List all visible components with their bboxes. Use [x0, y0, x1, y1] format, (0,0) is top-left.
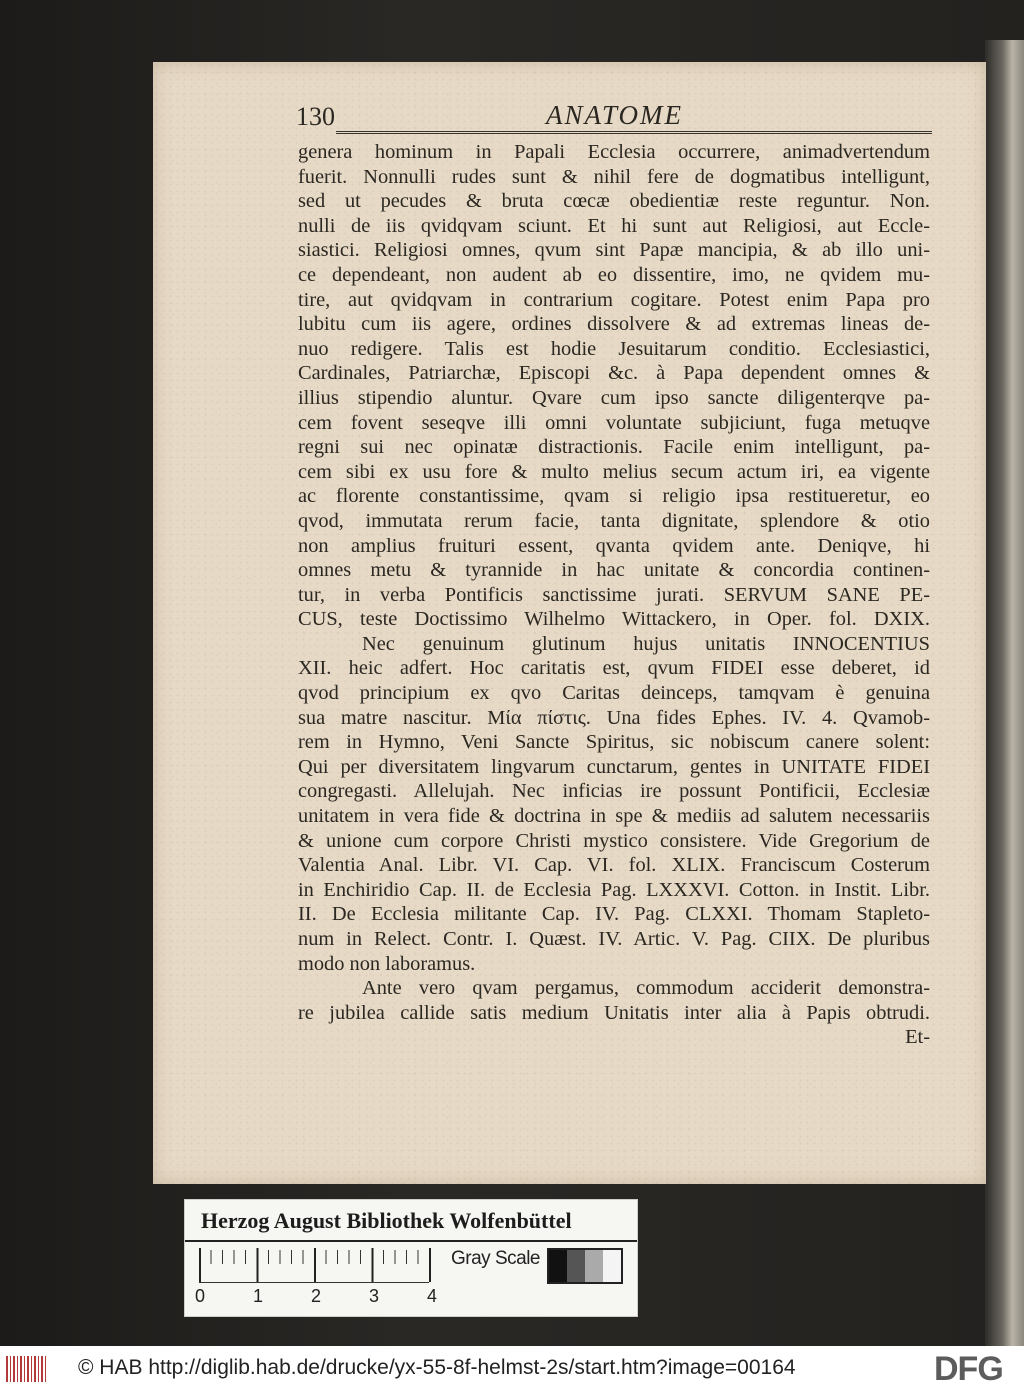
ruler-number: 4: [427, 1286, 438, 1306]
grayscale-swatch: [567, 1250, 585, 1282]
grayscale-bar: [547, 1248, 623, 1284]
text-line: ce dependeant, non audent ab eo dissentire, imo, ne qvidem mu-: [298, 263, 930, 286]
text-line: cem fovent seseqve illi omni voluntate subjiciunt, fuga metuqve: [298, 411, 930, 434]
text-line: unitatem in vera fide & doctrina in spe & mediis ad salutem necessariis: [298, 805, 930, 828]
text-line: II. De Ecclesia militante Cap. IV. Pag. CLXXI. Thomam Stapleto-: [298, 903, 930, 926]
text-line: Et-: [905, 1026, 930, 1049]
text-line: in Enchiridio Cap. II. de Ecclesia Pag. LXXXVI. Cotton. in Instit. Libr.: [298, 878, 930, 901]
text-line: CUS, teste Doctissimo Wilhelmo Wittackero, in Oper. fol. DXIX.: [298, 608, 930, 631]
text-line: non amplius fruituri essent, qvanta qvidem ante. Deniqve, hi: [298, 534, 930, 557]
text-line: modo non laboramus.: [298, 952, 476, 975]
ruler-number: 3: [369, 1286, 380, 1306]
dfg-logo: DFG: [934, 1350, 1003, 1388]
text-line: Ante vero qvam pergamus, commodum acciderit demonstra-: [362, 977, 930, 1000]
text-line: rem in Hymno, Veni Sancte Spiritus, sic nobiscum canere solent:: [298, 731, 930, 754]
text-line: nuo redigere. Talis est hodie Jesuitarum conditio. Ecclesiastici,: [298, 337, 930, 360]
header-rule: [336, 131, 932, 134]
text-line: XII. heic adfert. Hoc caritatis est, qvum FIDEI esse deberet, id: [298, 657, 930, 680]
text-line: regni sui nec opinatæ distractionis. Facile enim intelligunt, pa-: [298, 436, 930, 459]
text-line: siastici. Religiosi omnes, qvum sint Papæ mancipia, & ab illo uni-: [298, 239, 930, 262]
page-number: 130: [296, 102, 335, 131]
color-calibration-card: [184, 1199, 638, 1317]
text-line: fuerit. Nonnulli rudes sunt & nihil fere de dogmatibus intelligunt,: [298, 165, 930, 188]
text-line: qvod, immutata rerum facie, tanta dignitate, splendore & otio: [298, 509, 930, 532]
ruler-number: 2: [311, 1286, 322, 1306]
copyright-url[interactable]: © HAB http://diglib.hab.de/drucke/yx-55-8f-helmst-2s/start.htm?image=00164: [78, 1356, 796, 1379]
running-title: ANATOME: [546, 100, 684, 130]
text-line: nulli de iis qvidqvam sciunt. Et hi sunt aut Religiosi, aut Eccle-: [298, 214, 930, 237]
text-line: re jubilea callide satis medium Unitatis inter alia à Papis obtrudi.: [298, 1001, 930, 1024]
card-divider: [185, 1240, 637, 1242]
text-line: tur, in verba Pontificis sanctissime jurati. SERVUM SANE PE-: [298, 583, 930, 606]
text-line: ac florente constantissime, qvam si religio ipsa restitueretur, eo: [298, 485, 930, 508]
grayscale-label: Gray Scale: [451, 1248, 540, 1269]
text-line: cem sibi ex usu fore & multo melius secum actum iri, ea vigente: [298, 460, 930, 483]
ruler-number: 0: [195, 1286, 206, 1306]
text-line: Cardinales, Patriarchæ, Episcopi &c. à Papa dependent omnes &: [298, 362, 930, 385]
barcode-icon: [6, 1356, 46, 1382]
text-line: genera hominum in Papali Ecclesia occurrere, animadvertendum: [298, 141, 930, 163]
text-line: sua matre nascitur. Μία πίστις. Una fides Ephes. IV. 4. Qvamob-: [298, 706, 930, 729]
text-line: sed ut pecudes & bruta cœcæ obedientiæ reste reguntur. Non.: [298, 190, 930, 213]
text-line: Valentia Anal. Libr. VI. Cap. VI. fol. XLIX. Franciscum Costerum: [298, 854, 930, 877]
grayscale-swatch: [585, 1250, 603, 1282]
text-line: Nec genuinum glutinum hujus unitatis INNOCENTIUS: [362, 632, 930, 655]
body-text: [298, 140, 930, 1050]
page-header: [296, 100, 932, 140]
text-line: lubitu cum iis agere, ordines dissolvere & ad extremas lineas de-: [298, 313, 930, 336]
ruler-number: 1: [253, 1286, 264, 1306]
grayscale-swatch: [549, 1250, 567, 1282]
book-spine-edge: [985, 40, 1024, 1346]
grayscale-swatch: [603, 1250, 621, 1282]
text-line: qvod principium ex qvo Caritas deinceps, tamqvam è genuina: [298, 682, 930, 705]
text-line: omnes metu & tyrannide in hac unitate & concordia continen-: [298, 559, 930, 582]
text-line: illius stipendio aluntur. Qvare cum ipso sancte diligenterqve pa-: [298, 386, 930, 409]
text-line: num in Relect. Contr. I. Quæst. IV. Artic. V. Pag. CIIX. De pluribus: [298, 928, 930, 950]
ruler-major-ticks: [199, 1248, 431, 1282]
viewer-footer: [0, 1346, 1024, 1392]
text-line: tire, aut qvidqvam in contrarium cogitare. Potest enim Papa pro: [298, 288, 930, 311]
text-line: Qui per diversitatem lingvarum cunctarum, gentes in UNITATE FIDEI: [298, 755, 930, 778]
text-line: congregasti. Allelujah. Nec inficias ire possunt Pontificii, Ecclesiæ: [298, 780, 930, 803]
text-line: & unione cum corpore Christi mystico consistere. Vide Gregorium de: [298, 829, 930, 852]
institution-name: Herzog August Bibliothek Wolfenbüttel: [201, 1208, 572, 1233]
